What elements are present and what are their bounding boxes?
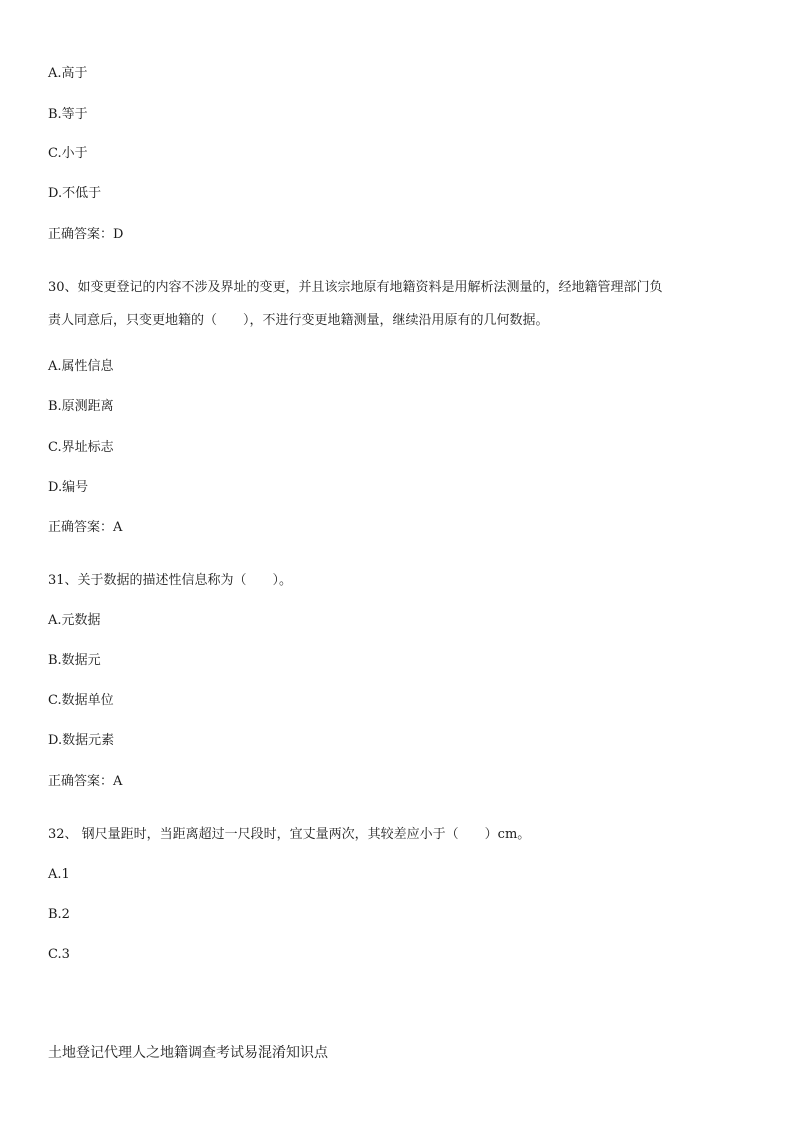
answer-line: 正确答案：A bbox=[48, 520, 123, 535]
answer-line: 正确答案：D bbox=[48, 227, 124, 242]
option-c: C.3 bbox=[48, 947, 70, 962]
question-32-text: 32、 钢尺量距时，当距离超过一尺段时，宜丈量两次，其较差应小于（ ）cm。 bbox=[48, 827, 531, 842]
option-c: C.界址标志 bbox=[48, 440, 114, 455]
option-c: C.小于 bbox=[48, 146, 88, 161]
option-b: B.数据元 bbox=[48, 653, 101, 668]
option-a: A.高于 bbox=[48, 66, 88, 81]
question-text-line: 责人同意后，只变更地籍的（ ），不进行变更地籍测量，继续沿用原有的几何数据。 bbox=[48, 313, 549, 328]
option-d: D.不低于 bbox=[48, 186, 102, 201]
option-b: B.原测距离 bbox=[48, 399, 114, 414]
question-text-line: 30、如变更登记的内容不涉及界址的变更，并且该宗地原有地籍资料是用解析法测量的，经地籍管理部门负 bbox=[48, 280, 663, 295]
question-30 bbox=[48, 280, 748, 329]
option-b: B.2 bbox=[48, 907, 70, 922]
option-d: D.编号 bbox=[48, 480, 89, 495]
document-footer-title: 土地登记代理人之地籍调查考试易混淆知识点 bbox=[48, 1045, 328, 1061]
option-b: B.等于 bbox=[48, 107, 88, 122]
answer-line: 正确答案：A bbox=[48, 774, 123, 789]
option-a: A.元数据 bbox=[48, 613, 101, 628]
option-a: A.属性信息 bbox=[48, 359, 114, 374]
option-a: A.1 bbox=[48, 867, 70, 882]
option-d: D.数据元素 bbox=[48, 733, 115, 748]
option-c: C.数据单位 bbox=[48, 693, 114, 708]
question-31-text: 31、关于数据的描述性信息称为（ ）。 bbox=[48, 573, 293, 588]
